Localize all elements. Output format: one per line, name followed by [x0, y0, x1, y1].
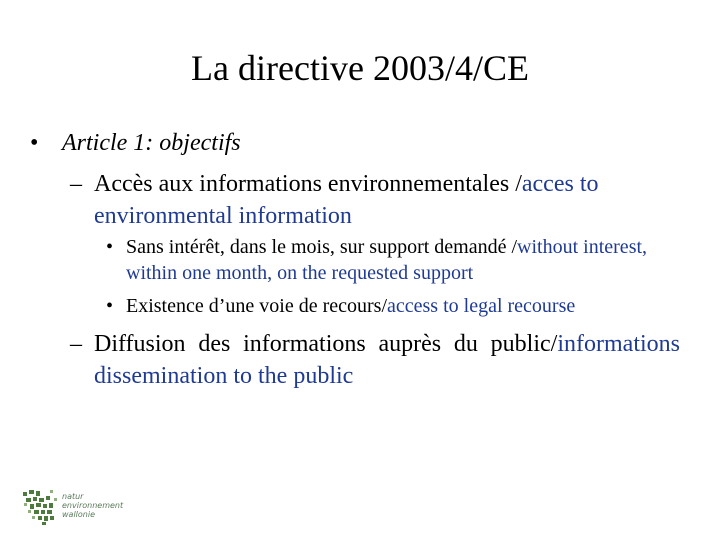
english-text: acces to environmental information: [94, 171, 599, 229]
logo-line: environnement: [62, 501, 124, 510]
slide-title: La directive 2003/4/CE: [191, 48, 529, 88]
leaf-mosaic-icon: [20, 488, 60, 528]
english-text: access to legal recourse: [387, 295, 576, 317]
bullet-text: Article 1: objectifs: [62, 130, 241, 156]
logo-line: natur: [62, 492, 84, 501]
sub-item-without-interest: [106, 234, 680, 286]
item-text: [94, 328, 680, 392]
dash-marker: –: [70, 331, 82, 357]
logo-line: wallonie: [62, 510, 95, 519]
french-text: Sans intérêt, dans le mois, sur support demandé /: [126, 236, 518, 258]
sub-item-text: [126, 234, 680, 286]
item-access-info: [70, 168, 680, 232]
logo: [20, 488, 130, 528]
logo-text: [62, 492, 123, 519]
french-text: Diffusion des informations auprès du public/: [94, 331, 558, 357]
english-text: informations dissemination to the public: [94, 331, 680, 389]
french-text: Existence d’une voie de recours/: [126, 295, 388, 317]
item-dissemination: [70, 328, 680, 392]
dash-marker: –: [70, 171, 82, 197]
sub-item-legal-recourse: [106, 293, 680, 319]
sub-bullet-marker: •: [106, 236, 114, 258]
item-text: [94, 168, 680, 232]
sub-item-text: [126, 293, 680, 319]
english-text: without interest, within one month, on the requested support: [126, 236, 648, 284]
sub-bullet-marker: •: [106, 295, 114, 317]
bullet-marker: •: [30, 130, 39, 156]
french-text: Accès aux informations environnementales /: [94, 171, 522, 197]
